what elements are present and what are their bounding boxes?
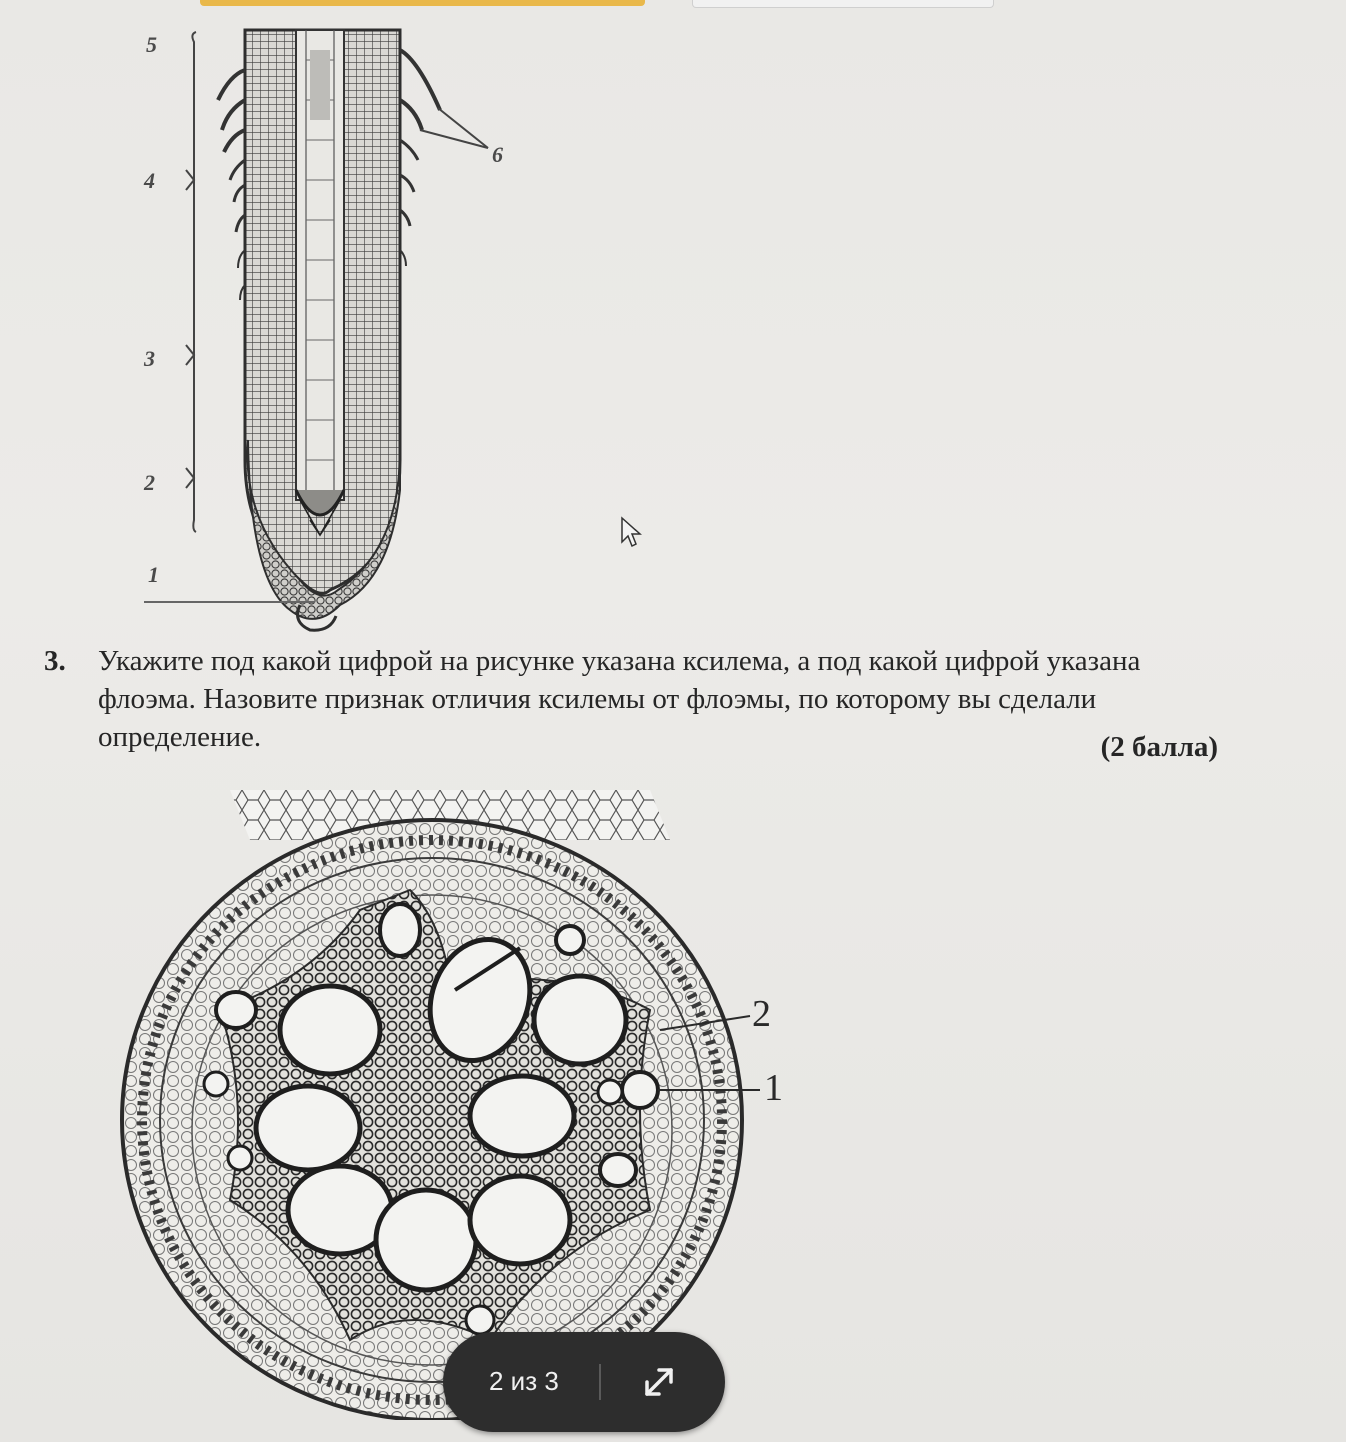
pager-divider xyxy=(599,1364,601,1400)
root-tip-figure xyxy=(100,20,580,640)
zone-label-5: 5 xyxy=(146,32,157,57)
zone-label-4: 4 xyxy=(144,168,155,193)
root-tip-drawing xyxy=(100,20,580,640)
tissue-label-2: 2 xyxy=(752,993,771,1035)
question-text: Укажите под какой цифрой на рисунке указана ксилема, а под какой цифрой указана флоэма. Назовите признак отличия ксилемы от флоэмы, по которому вы сделали определение. xyxy=(98,645,1141,753)
zone-label-2: 2 xyxy=(144,470,155,495)
zone-label-3: 3 xyxy=(144,346,155,371)
expand-icon[interactable] xyxy=(639,1362,679,1402)
image-pager xyxy=(443,1332,725,1432)
zone-label-1: 1 xyxy=(148,562,159,587)
question-number: 3. xyxy=(44,645,66,677)
page-indicator: 2 из 3 xyxy=(489,1366,559,1396)
question-score: (2 балла) xyxy=(1100,731,1218,763)
tissue-label-1: 1 xyxy=(764,1067,783,1109)
mouse-cursor-icon xyxy=(620,516,642,548)
root-cross-section-figure xyxy=(110,780,810,1420)
toolbar-highlight xyxy=(200,0,645,6)
root-hair-label-6: 6 xyxy=(492,142,503,167)
toolbar-tab xyxy=(692,0,994,8)
cross-section-drawing xyxy=(110,780,810,1420)
